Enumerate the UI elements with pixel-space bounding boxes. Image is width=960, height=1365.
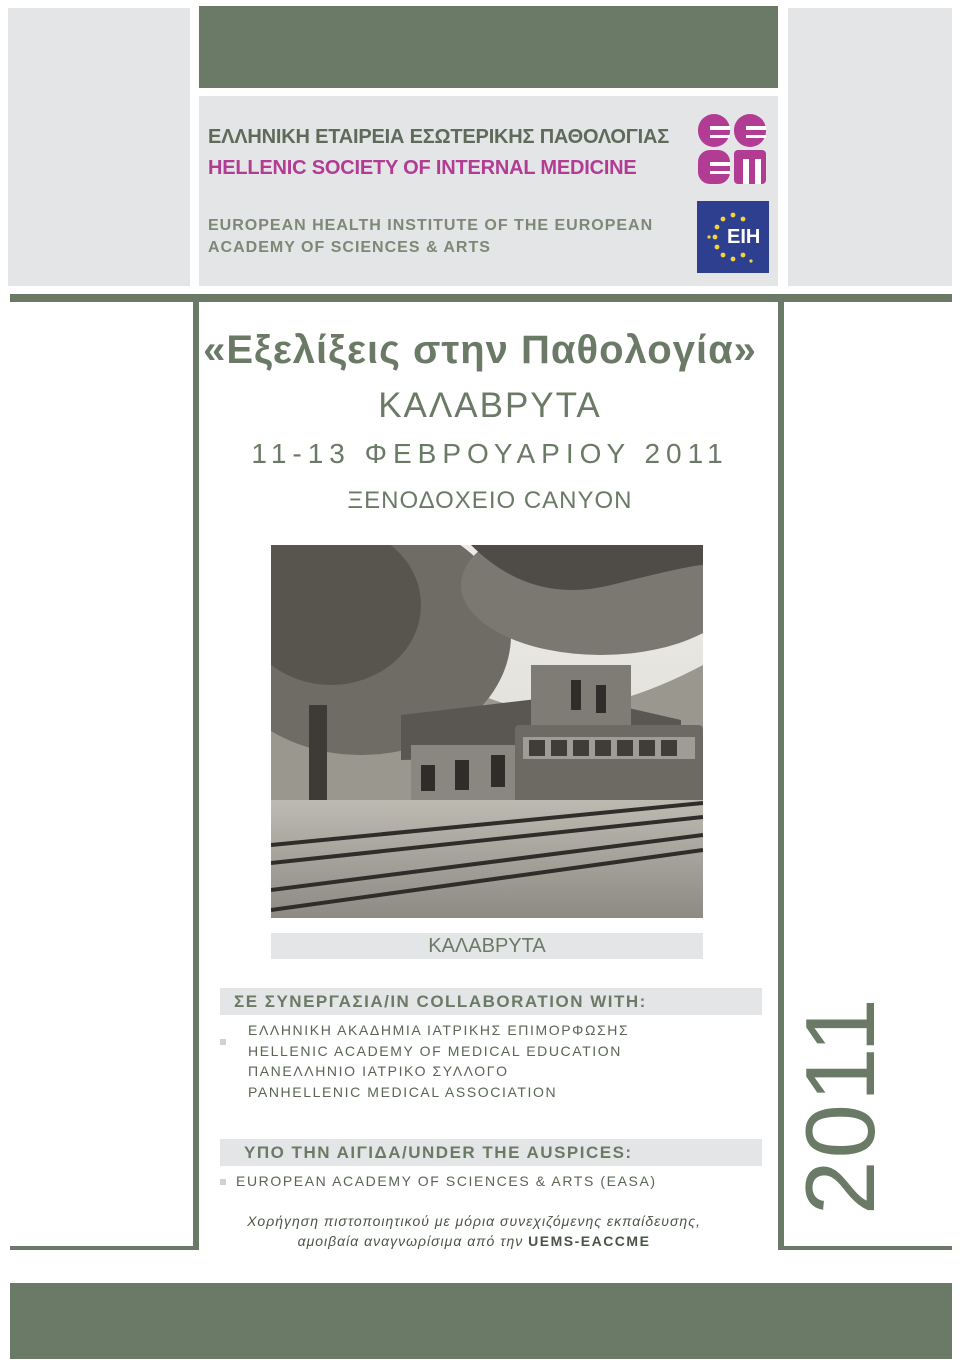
top-right-block: [788, 8, 952, 286]
station-photo: [271, 545, 703, 918]
auspices-heading: ΥΠΟ ΤΗΝ ΑΙΓΙΔΑ/UNDER THE AUSPICES:: [244, 1143, 633, 1162]
collaboration-heading-bar: [220, 988, 762, 1015]
event-dates: 11-13 ΦΕΒΡΟΥΑΡΙΟΥ 2011: [251, 438, 729, 469]
header-divider: [10, 294, 952, 302]
institute-logo: [697, 201, 769, 273]
auspices-heading-bar: [220, 1139, 762, 1166]
credits-accreditation: UEMS-EACCME: [528, 1233, 651, 1249]
collaboration-line-3: ΠΑΝΕΛΛΗΝΙΟ ΙΑΤΡΙΚΟ ΣΥΛΛΟΓΟ: [248, 1063, 509, 1079]
photo-caption: ΚΑΛΑΒΡΥΤΑ: [271, 933, 703, 959]
society-logo: [696, 110, 768, 186]
collaboration-line-2: HELLENIC ACADEMY OF MEDICAL EDUCATION: [248, 1043, 623, 1059]
event-title: «Εξελίξεις στην Παθολογία»: [203, 328, 757, 372]
credits-line-2-text: αμοιβαία αναγνωρίσιμα από την: [297, 1233, 529, 1249]
society-name-english: HELLENIC SOCIETY OF INTERNAL MEDICINE: [208, 157, 637, 179]
collaboration-bullet: [220, 1039, 226, 1045]
collaboration-heading: ΣΕ ΣΥΝΕΡΓΑΣΙΑ/IN COLLABORATION WITH:: [234, 992, 647, 1011]
top-green-header: [199, 6, 778, 88]
top-left-block: [8, 8, 190, 286]
event-venue: ΞΕΝΟΔΟΧΕΙΟ CANYON: [347, 487, 633, 514]
event-city: ΚΑΛΑΒΡΥΤΑ: [378, 386, 602, 425]
auspices-line: EUROPEAN ACADEMY OF SCIENCES & ARTS (EASA): [236, 1173, 657, 1189]
institute-logo-text: ΕΙΗ: [727, 226, 761, 248]
header-panel: [199, 96, 778, 286]
year-vertical: 2011: [785, 996, 895, 1215]
credits-line-2: [0, 1233, 954, 1249]
auspices-bullet: [220, 1179, 226, 1185]
collaboration-line-4: PANHELLENIC MEDICAL ASSOCIATION: [248, 1084, 558, 1100]
institute-name-line1: EUROPEAN HEALTH INSTITUTE OF THE EUROPEAN: [208, 217, 654, 234]
institute-name-line2: ACADEMY OF SCIENCES & ARTS: [208, 239, 491, 256]
bottom-green-band: [10, 1283, 952, 1359]
collaboration-line-1: ΕΛΛΗΝΙΚΗ ΑΚΑΔΗΜΙΑ ΙΑΤΡΙΚΗΣ ΕΠΙΜΟΡΦΩΣΗΣ: [248, 1022, 630, 1038]
credits-line-1: Χορήγηση πιστοποιητικού με μόρια συνεχιζόμενης εκπαίδευσης,: [247, 1213, 701, 1229]
society-name-greek: ΕΛΛΗΝΙΚΗ ΕΤΑΙΡΕΙΑ ΕΣΩΤΕΡΙΚΗΣ ΠΑΘΟΛΟΓΙΑΣ: [208, 126, 669, 148]
